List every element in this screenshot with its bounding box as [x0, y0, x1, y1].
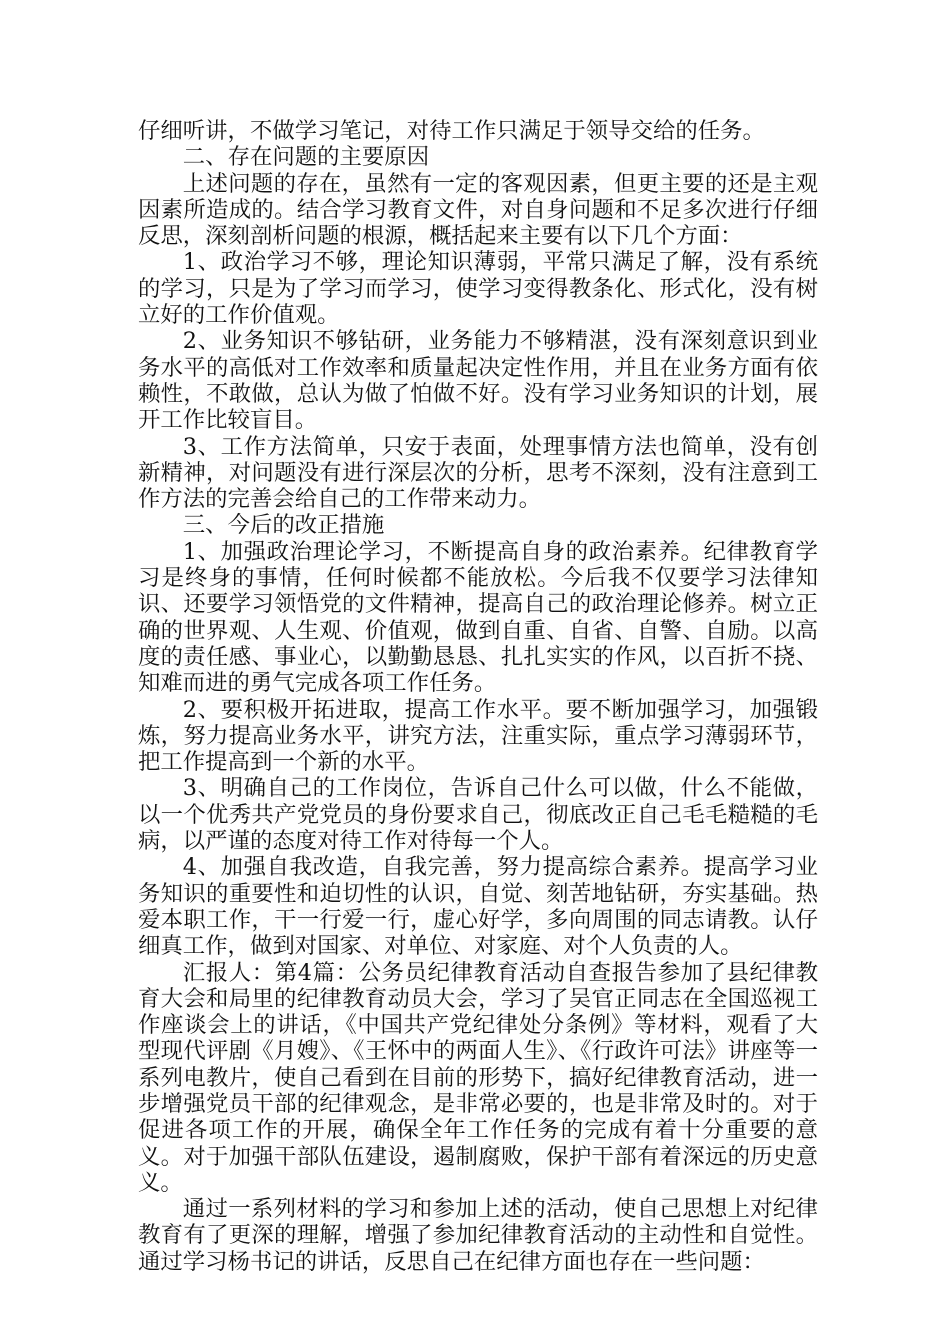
body-paragraph: 通过一系列材料的学习和参加上述的活动，使自己思想上对纪律教育有了更深的理解，增强了参加纪律教育活动的主动性和自觉性。通过学习杨书记的讲话，反思自己在纪律方面也存在一些问题：: [138, 1196, 818, 1275]
body-paragraph: 上述问题的存在，虽然有一定的客观因素，但更主要的还是主观因素所造成的。结合学习教育文件，对自身问题和不足多次进行仔细反思，深刻剖析问题的根源，概括起来主要有以下几个方面：: [138, 170, 818, 250]
body-paragraph: 3、工作方法简单，只安于表面，处理事情方法也简单，没有创新精神，对问题没有进行深层次的分析，思考不深刻，没有注意到工作方法的完善会给自己的工作带来动力。: [138, 433, 818, 513]
body-paragraph: 1、加强政治理论学习，不断提高自身的政治素养。纪律教育学习是终身的事情，任何时候都不能放松。今后我不仅要学习法律知识、还要学习领悟党的文件精神，提高自己的政治理论修养。树立正确的世界观、人生观、价值观，做到自重、自省、自警、自励。以高度的责任感、事业心，以勤勤恳恳、扎扎实实的作风，以百折不挠、知难而进的勇气完成各项工作任务。: [138, 538, 818, 697]
body-paragraph: 2、要积极开拓进取，提高工作水平。要不断加强学习，加强锻炼，努力提高业务水平，讲究方法，注重实际，重点学习薄弱环节，把工作提高到一个新的水平。: [138, 696, 818, 776]
body-paragraph: 1、政治学习不够，理论知识薄弱，平常只满足了解，没有系统的学习，只是为了学习而学习，使学习变得教条化、形式化，没有树立好的工作价值观。: [138, 249, 818, 329]
body-paragraph: 2、业务知识不够钻研，业务能力不够精湛，没有深刻意识到业务水平的高低对工作效率和质量起决定性作用，并且在业务方面有依赖性，不敢做，总认为做了怕做不好。没有学习业务知识的计划，展开工作比较盲目。: [138, 328, 818, 434]
continuation-paragraph: 仔细听讲，不做学习笔记，对待工作只满足于领导交给的任务。: [138, 118, 765, 144]
section-heading-measures: 三、今后的改正措施: [182, 512, 385, 539]
body-paragraph: 4、加强自我改造，自我完善，努力提高综合素养。提高学习业务知识的重要性和迫切性的认识，自觉、刻苦地钻研，夯实基础。热爱本职工作，干一行爱一行，虚心好学，多向周围的同志请教。认仔细真工作，做到对国家、对单位、对家庭、对个人负责的人。: [138, 854, 818, 960]
report-paragraph: 汇报人：第4篇：公务员纪律教育活动自查报告参加了县纪律教育大会和局里的纪律教育动员大会，学习了吴官正同志在全国巡视工作座谈会上的讲话，《中国共产党纪律处分条例》等材料，观看了大型现代评剧《月嫂》、《王怀中的两面人生》、《行政许可法》讲座等一系列电教片，使自己看到在目前的形势下，搞好纪律教育活动，进一步增强党员干部的纪律观念，是非常必要的，也是非常及时的。对于促进各项工作的开展，确保全年工作任务的完成有着十分重要的意义。对于加强干部队伍建设，遏制腐败，保护干部有着深远的历史意义。: [138, 959, 818, 1196]
section-heading-causes: 二、存在问题的主要原因: [182, 144, 430, 171]
document-page: [138, 118, 818, 1275]
body-paragraph: 3、明确自己的工作岗位，告诉自己什么可以做，什么不能做，以一个优秀共产党党员的身份要求自己，彻底改正自己毛毛糙糙的毛病，以严谨的态度对待工作对待每一个人。: [138, 775, 818, 855]
